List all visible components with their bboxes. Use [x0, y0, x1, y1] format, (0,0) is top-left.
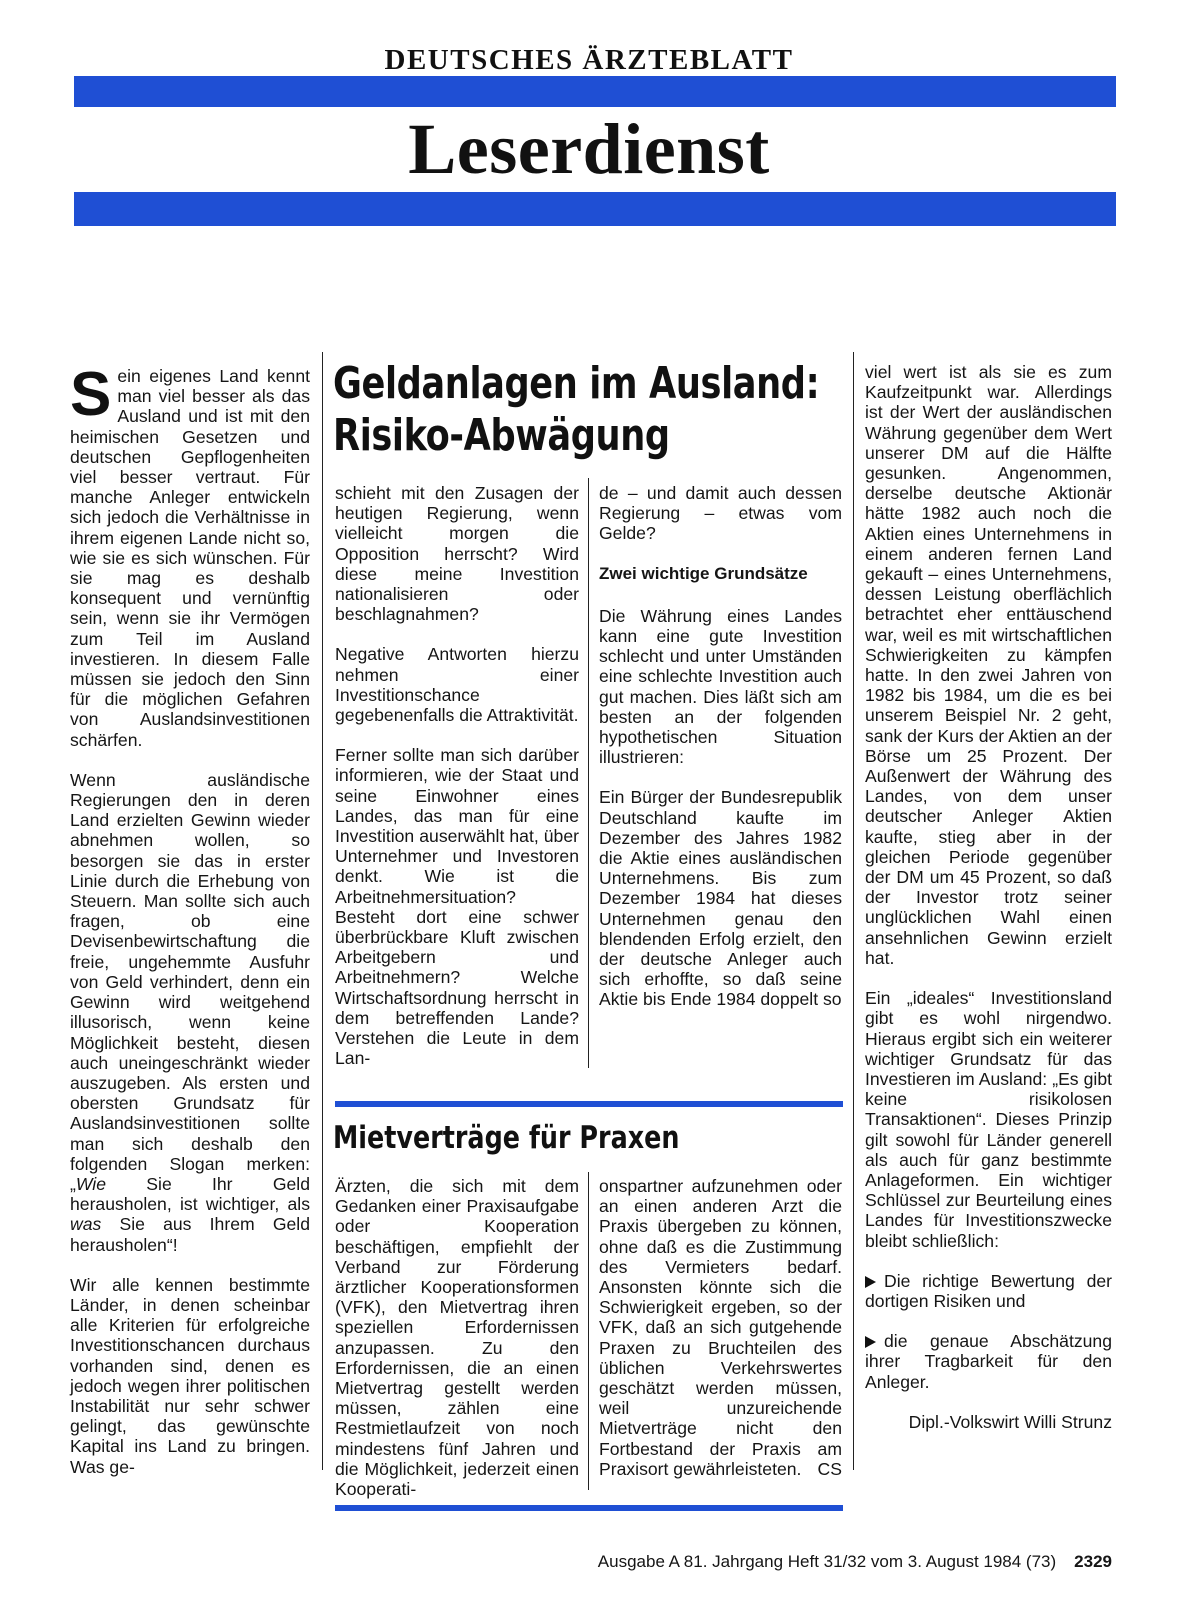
article1-paragraph: Negative Antworten hierzu nehmen einer Investitionschance gegebenenfalls die Attraktivität. — [335, 644, 579, 726]
article2-text: onspartner aufzunehmen oder an einen anderen Arzt die Praxis übergeben zu können, ohne daß es die Zustimmung des Vermieters bedarf. Ansonsten könnte sich die Schwierigkeit ergeben, so der VFK, daß an sich gutgehende Praxen zu Bruchteilen des üblichen Verkehrswertes geschätzt werden müssen, weil unzureichende Mietverträge nicht den Fortbestand der Praxis am Praxisort gewährleisteten. — [599, 1176, 842, 1479]
header-blue-bar-top — [74, 76, 1116, 107]
article1-text: ein eigenes Land kennt man viel besser als das Ausland und ist mit den heimischen Gesetzen und deutschen Gepflogenheiten viel besser vertraut. Für manche Anleger entwickeln sich jedoch die Verhältnisse in ihrem eigenen Lande nicht so, wie sie es sich wünschen. Für sie mag es deshalb konsequent und vernünftig sein, wenn sie ihr Vermögen zum Teil im Ausland investieren. In diesem Falle müssen sie jedoch den Sinn für die möglichen Gefahren von Auslandsinvestitionen schärfen. — [70, 366, 310, 750]
article1-paragraph: Ein Bürger der Bundesrepublik Deutschland kaufte im Dezember des Jahres 1982 die Aktie eines ausländischen Unternehmens. Bis zum Dezember 1984 hat dieses Unternehmen genau den blendenden Erfolg erzielt, den der deutsche Anleger auch sich erhoffte, so daß seine Aktie bis Ende 1984 doppelt so — [599, 787, 842, 1010]
issue-info: Ausgabe A 81. Jahrgang Heft 31/32 vom 3. August 1984 (73) — [597, 1552, 1057, 1571]
bullet-item — [865, 1271, 1112, 1311]
emphasis: Wie — [75, 1173, 107, 1194]
emphasis: was — [70, 1214, 102, 1235]
column-divider — [588, 478, 589, 1068]
column-divider — [588, 1172, 589, 1490]
article1-paragraph: de – und damit auch dessen Regierung – etwas vom Gelde? — [599, 483, 842, 544]
article1-title — [333, 358, 820, 462]
masthead: DEUTSCHES ÄRZTEBLATT — [384, 44, 794, 76]
author-initials: CS — [817, 1458, 842, 1479]
article1-title-line: Risiko-Abwägung — [333, 410, 670, 461]
bullet-item — [865, 1331, 1112, 1392]
article1-paragraph: Die Währung eines Landes kann eine gute Investition schlecht und unter Umständen eine schlechte Investition auch gut machen. Dies läßt sich am besten an der folgenden hypothetischen Situation illustrieren: — [599, 605, 842, 768]
column-divider — [322, 352, 323, 1470]
article1-column-4 — [865, 362, 1112, 1432]
page-footer — [500, 1551, 1112, 1573]
article2-paragraph — [599, 1176, 842, 1479]
article2-paragraph: Ärzten, die sich mit dem Gedanken einer Praxisaufgabe oder Kooperation beschäftigen, empfiehlt der Verband zur Förderung ärztlicher Kooperationsformen (VFK), den Mietvertrag ihren speziellen Erfordernissen anzupassen. Zu den Erfordernissen, die an einen Mietvertrag gestellt werden müssen, zählen eine Restmietlaufzeit von noch mindestens fünf Jahren und die Möglichkeit, jederzeit einen Kooperati- — [335, 1176, 579, 1500]
bullet-text: Die richtige Bewertung der dortigen Risiken und — [865, 1270, 1112, 1311]
article2-title: Mietverträge für Praxen — [333, 1120, 680, 1156]
column-divider — [853, 352, 854, 1470]
article2-column-2 — [599, 1176, 842, 1479]
article1-text: Wenn ausländische Regierungen den in deren Land erzielten Gewinn wieder abnehmen wollen, so besorgen sie das in erster Linie durch die Erhebung von Steuern. Man sollte sich auch fragen, ob eine Devisenbewirtschaftung die freie, ungehemmte Ausfuhr von Geld verhindert, denn ein Gewinn wird weitgehend illusorisch, wenn keine Möglichkeit besteht, diesen auch uneingeschränkt wieder auszugeben. Als ersten und obersten Grundsatz für Auslandsinvestitionen sollte man sich deshalb den folgenden Slogan merken: „ — [70, 769, 310, 1194]
article1-paragraph: viel wert ist als sie es zum Kaufzeitpunkt war. Allerdings ist der Wert der ausländischen Währung gegenüber dem Wert unserer DM auf die Hälfte gesunken. Angenommen, derselbe deutsche Aktionär hätte 1982 auch noch die Aktien eines Unternehmens in einem anderen fernen Land gekauft – eines Unternehmens, dessen Leistung oberflächlich betrachtet eher enttäuschend war, weil es mit wirtschaftlichen Schwierigkeiten zu kämpfen hatte. In den zwei Jahren von 1982 bis 1984, um die es bei unserem Beispiel Nr. 2 geht, sank der Kurs der Aktien an der Börse um 25 Prozent. Der Außenwert der Währung des Landes, von dem unser deutscher Anleger Aktien kaufte, stieg aber in der gleichen Periode gegenüber der DM um 45 Prozent, so daß der Investor trotz seiner unglücklichen Wahl einen ansehnlichen Gewinn erzielt hat. — [865, 362, 1112, 968]
article1-paragraph: schieht mit den Zusagen der heutigen Regierung, wenn vielleicht morgen die Opposition herrscht? Wird diese meine Investition nationalisieren oder beschlagnahmen? — [335, 483, 579, 625]
subheading: Zwei wichtige Grundsätze — [599, 563, 808, 583]
triangle-bullet-icon — [865, 1336, 876, 1348]
article1-column-2 — [335, 483, 579, 1068]
dropcap: S — [70, 360, 112, 429]
article1-column-1 — [70, 360, 310, 1477]
author-signoff: Dipl.-Volkswirt Willi Strunz — [908, 1411, 1112, 1432]
header-blue-bar-bottom — [74, 192, 1116, 226]
article2-bottom-rule — [335, 1505, 843, 1511]
article2-column-1 — [335, 1176, 579, 1499]
rubric-title: Leserdienst — [408, 109, 770, 189]
article1-paragraph — [70, 770, 310, 1255]
article1-paragraph — [70, 360, 310, 750]
bullet-text: die genaue Abschätzung ihrer Tragbarkeit für den Anleger. — [865, 1331, 1112, 1392]
article1-text: Sie aus Ihrem Geld herausholen“! — [70, 1214, 310, 1255]
article2-top-rule — [335, 1101, 843, 1107]
article1-paragraph: Wir alle kennen bestimmte Länder, in denen scheinbar alle Kriterien für erfolgreiche Investitionschancen durchaus vorhanden sind, denen es jedoch wegen ihrer politischen Instabilität nur sehr schwer gelingt, das gewünschte Kapital ins Land zu bringen. Was ge- — [70, 1274, 310, 1477]
article1-title-line: Geldanlagen im Ausland: — [333, 358, 820, 409]
article1-column-3 — [599, 483, 842, 1010]
triangle-bullet-icon — [865, 1276, 876, 1288]
page-number: 2329 — [1074, 1552, 1112, 1571]
article1-paragraph: Ferner sollte man sich darüber informieren, wie der Staat und seine Einwohner eines Landes, das man für eine Investition auserwählt hat, über Unternehmer und Investoren denkt. Wie ist die Arbeitnehmersituation? Besteht dort eine schwer überbrückbare Kluft zwischen Arbeitgebern und Arbeitnehmern? Welche Wirtschaftsordnung herrscht in dem betreffenden Lande? Verstehen die Leute in dem Lan- — [335, 745, 579, 1069]
article1-paragraph: Ein „ideales“ Investitionsland gibt es wohl nirgendwo. Hieraus ergibt sich ein weiterer wichtiger Grundsatz für das Investieren im Ausland: „Es gibt keine risikolosen Transaktionen“. Dieses Prinzip gilt sowohl für Länder generell als auch für ganz bestimmte Anlageformen. Ein wichtiger Schlüssel zur Beurteilung eines Landes für Investitionszwecke bleibt schließlich: — [865, 988, 1112, 1251]
article1-text: Sie Ihr Geld herausholen, ist wichtiger, als — [70, 1173, 310, 1215]
